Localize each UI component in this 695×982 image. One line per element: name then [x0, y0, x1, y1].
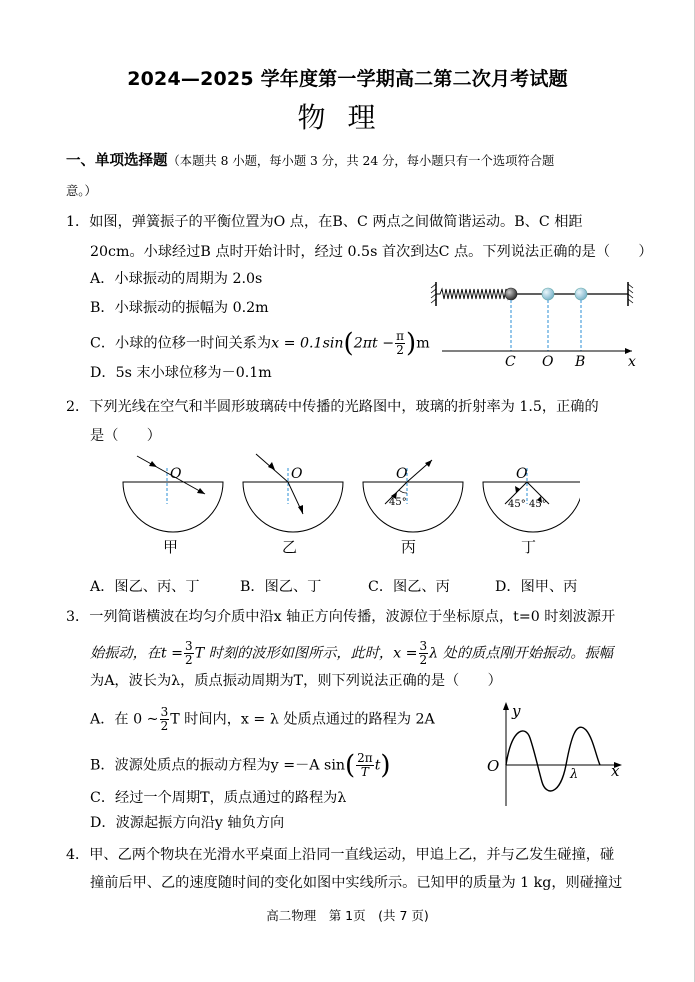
label-x: x [628, 354, 636, 370]
figure-yi [243, 454, 343, 556]
angle-label-left: 45° [508, 499, 526, 510]
left-paren: ( [343, 328, 354, 359]
page-footer: 高二物理 第 1页 (共 7 页) [266, 908, 429, 923]
position-dashes [511, 300, 581, 351]
q2-option-c: C．图乙、丙 [368, 579, 450, 595]
q4-line1: 4．甲、乙两个物块在光滑水平桌面上沿同一直线运动，甲追上乙，并与乙发生碰撞，碰 [66, 847, 615, 863]
section-note: （本题共 8 小题，每小题 3 分，共 24 分，每小题只有一个选项符合题 [167, 154, 555, 168]
q1-line1: 1．如图，弹簧振子的平衡位置为O 点，在B、C 两点之间做简谐运动。B、C 相距 [66, 214, 583, 230]
q3-line3: 为A，波长为λ，质点振动周期为T，则下列说法正确的是（ ） [90, 673, 502, 689]
q3-option-a: A．在 0 ~ $\frac{3}{2}$ T 时间内，x = λ 处质点通过的路程为 2A [90, 705, 435, 733]
fraction: $\frac{3}{2}$ [160, 705, 169, 733]
q1-option-b: B．小球振动的振幅为 0.2m [90, 300, 269, 316]
right-paren: ) [406, 328, 417, 359]
svg-text:O: O [396, 466, 408, 482]
q1-option-a: A．小球振动的周期为 2.0s [90, 271, 263, 287]
q1-option-c-inner: 2πt − [353, 335, 395, 352]
q1-option-c-text: C．小球的位移一时间关系为 [90, 335, 272, 352]
figure-ding [483, 466, 580, 556]
figure-bing [363, 460, 463, 556]
y-axis-arrow [503, 702, 509, 710]
q3-wave-figure [480, 698, 630, 808]
q2-option-a: A．图乙、丙、丁 [90, 579, 200, 595]
exam-subject: 物理 [297, 101, 398, 134]
q2-figures [110, 448, 580, 568]
fraction: $\frac{3}{2}$ [185, 639, 193, 667]
ball-at-o [542, 288, 554, 300]
label-lambda: λ [570, 767, 579, 782]
section-heading: 一、单项选择题 [66, 153, 168, 169]
label-c: C [505, 354, 516, 370]
svg-text:O: O [516, 466, 528, 482]
label-b: B [575, 354, 586, 370]
figure-jia [123, 456, 223, 556]
q1-option-c-unit: m [416, 335, 430, 352]
q3-option-c: C．经过一个周期T，质点通过的路程为λ [90, 790, 347, 806]
svg-text:O: O [291, 466, 303, 482]
caption-bing: 丙 [401, 538, 417, 556]
q3-line1: 3．一列简谐横波在均匀介质中沿x 轴正方向传播，波源位于坐标原点，t=0 时刻波源开 [66, 609, 616, 625]
q1-line2: 20cm。小球经过B 点时开始计时，经过 0.5s 首次到达C 点。下列说法正确的是（ ） [90, 244, 653, 260]
q1-option-d: D．5s 末小球位移为－0.1m [90, 365, 272, 381]
q2-option-b: B．图乙、丁 [240, 579, 322, 595]
ball-at-c [505, 288, 517, 300]
fraction: $\frac{3}{2}$ [419, 639, 428, 667]
q4-line2: 撞前后甲、乙的速度随时间的变化如图中实线所示。已知甲的质量为 1 kg，则碰撞过 [90, 875, 623, 891]
label-y: y [512, 702, 521, 720]
fraction-numerator: π [396, 329, 405, 343]
q1-option-c-formula: x = 0.1sin [271, 335, 344, 352]
q3-line2: 始振动，在t = $\frac{3}{2}$ T 时刻的波形如图所示，此时，x = $\frac{3}{2}$ λ 处的质点刚开始振动。振幅 [90, 639, 613, 667]
caption-jia: 甲 [163, 538, 179, 556]
q2-line1: 2．下列光线在空气和半圆形玻璃砖中传播的光路图中，玻璃的折射率为 1.5，正确的 [66, 399, 599, 415]
caption-yi: 乙 [282, 538, 298, 556]
fraction-denominator: 2 [396, 343, 404, 357]
angle-label-right: 45° [529, 499, 547, 510]
section-note-2: 意。） [66, 184, 97, 198]
svg-text:O: O [170, 466, 182, 482]
q2-line2: 是（ ） [90, 428, 161, 444]
q3-option-d: D．波源起振方向沿y 轴负方向 [90, 815, 285, 831]
label-o: O [542, 354, 554, 370]
q1-spring-figure [428, 278, 650, 372]
fraction [395, 330, 405, 357]
q3-option-b: B．波源处质点的振动方程为y =－A sin( $\frac{2\pi}{T}$ t) [90, 750, 391, 781]
q1-option-c [90, 330, 430, 357]
fraction: $\frac{2\pi}{T}$ [357, 751, 373, 779]
wave-curve [506, 727, 600, 791]
section-heading-line [66, 152, 554, 170]
label-o: O [487, 757, 500, 775]
angle-label: 45° [389, 497, 407, 508]
q2-option-d: D．图甲、丙 [495, 579, 578, 595]
label-x: x [611, 762, 620, 780]
caption-ding: 丁 [521, 538, 537, 556]
spring [436, 289, 510, 299]
ball-at-b [575, 288, 587, 300]
exam-title: 2024—2025 学年度第一学期高二第二次月考试题 [127, 68, 568, 90]
